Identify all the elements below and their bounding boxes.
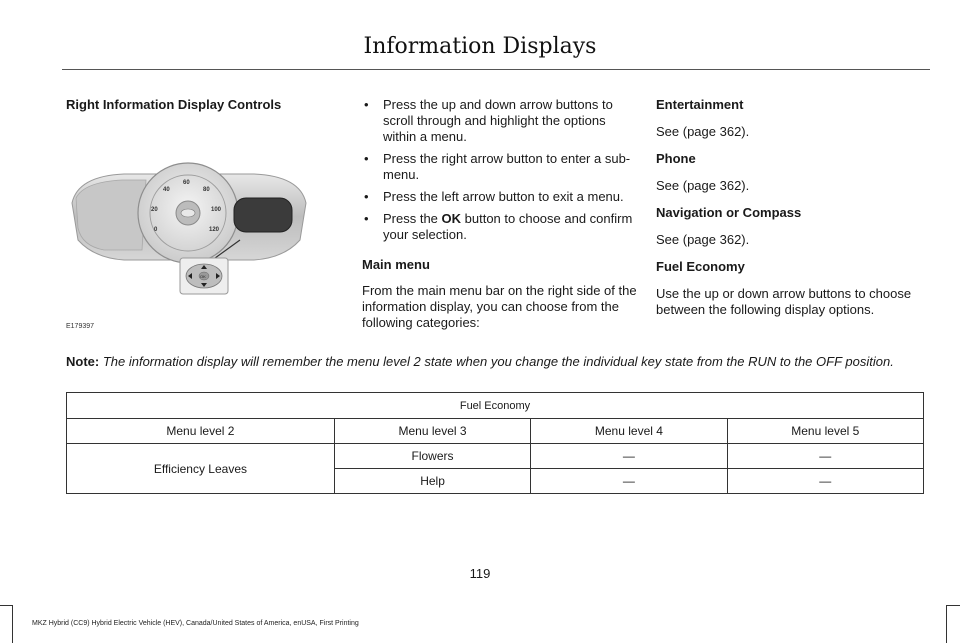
table-header-cell: Menu level 3 bbox=[334, 419, 530, 444]
category-heading-fuel-economy: Fuel Economy bbox=[656, 259, 745, 274]
gauge-tick-0: 0 bbox=[154, 227, 158, 233]
note-paragraph bbox=[66, 353, 926, 371]
category-heading-phone: Phone bbox=[656, 151, 696, 166]
controls-bullet-list bbox=[362, 97, 637, 243]
bullet-item: • Press the right arrow button to enter a sub-menu. bbox=[362, 151, 637, 183]
table-header-cell: Menu level 4 bbox=[531, 419, 727, 444]
note-label: Note: bbox=[66, 354, 100, 369]
categories-column bbox=[656, 97, 932, 329]
category-heading-entertainment: Entertainment bbox=[656, 97, 744, 112]
ok-button-label: OK bbox=[200, 274, 206, 279]
table-row bbox=[67, 444, 924, 469]
gauge-tick-120: 120 bbox=[209, 227, 220, 233]
table-cell: Help bbox=[334, 469, 530, 494]
ok-bullet-prefix: Press the bbox=[383, 211, 442, 226]
figure-label: E179397 bbox=[66, 323, 95, 330]
main-menu-heading: Main menu bbox=[362, 257, 430, 272]
table-cell: — bbox=[531, 444, 727, 469]
category-text-navigation: See (page 362). bbox=[656, 232, 750, 247]
fuel-economy-table bbox=[66, 392, 924, 494]
note-text: The information display will remember the menu level 2 state when you change the individual key state from the RUN to the OFF position. bbox=[99, 354, 894, 369]
table-cell: — bbox=[727, 444, 923, 469]
table-header-row bbox=[67, 419, 924, 444]
section-title: Right Information Display Controls bbox=[66, 97, 282, 112]
crop-mark-left bbox=[12, 606, 13, 643]
table-caption: Fuel Economy bbox=[67, 393, 924, 419]
category-text-fuel-economy: Use the up or down arrow buttons to choose between the following display options. bbox=[656, 286, 912, 317]
main-menu-text: From the main menu bar on the right side of the information display, you can choose from the following categories: bbox=[362, 283, 637, 330]
category-heading-navigation: Navigation or Compass bbox=[656, 205, 802, 220]
gauge-tick-100: 100 bbox=[211, 207, 222, 213]
instrument-cluster-figure bbox=[64, 158, 314, 333]
page-header-title: Information Displays bbox=[363, 34, 597, 59]
instrument-cluster-illustration bbox=[64, 158, 314, 333]
crop-mark-left-h bbox=[0, 605, 13, 606]
ok-key: OK bbox=[441, 211, 462, 226]
table-cell: — bbox=[727, 469, 923, 494]
gauge-tick-80: 80 bbox=[203, 187, 210, 193]
table-header-cell: Menu level 5 bbox=[727, 419, 923, 444]
table-header-cell: Menu level 2 bbox=[67, 419, 335, 444]
bullet-item: • Press the up and down arrow buttons to scroll through and highlight the options within a menu. bbox=[362, 97, 637, 145]
crop-mark-right-h bbox=[946, 605, 960, 606]
table-caption-row bbox=[67, 393, 924, 419]
category-text-phone: See (page 362). bbox=[656, 178, 750, 193]
footer-text: MKZ Hybrid (CC9) Hybrid Electric Vehicle (HEV), Canada/United States of America, enUSA, First Printing bbox=[32, 620, 359, 627]
table-cell: Efficiency Leaves bbox=[67, 444, 335, 494]
gauge-tick-40: 40 bbox=[163, 187, 170, 193]
ok-bullet-suffix: button to choose and confirm your selection. bbox=[383, 211, 633, 242]
table-cell: — bbox=[531, 469, 727, 494]
category-text-entertainment: See (page 362). bbox=[656, 124, 750, 139]
gauge-tick-20: 20 bbox=[151, 207, 158, 213]
bullet-item: • Press the left arrow button to exit a menu. bbox=[362, 189, 637, 205]
bullet-item-ok bbox=[362, 211, 637, 243]
right-information-display bbox=[234, 198, 292, 232]
gauge-tick-60: 60 bbox=[183, 180, 190, 186]
table-cell: Flowers bbox=[334, 444, 530, 469]
controls-column bbox=[362, 97, 637, 331]
header-rule bbox=[62, 69, 930, 70]
crop-mark-right bbox=[946, 606, 947, 643]
page-number: 119 bbox=[469, 566, 491, 581]
